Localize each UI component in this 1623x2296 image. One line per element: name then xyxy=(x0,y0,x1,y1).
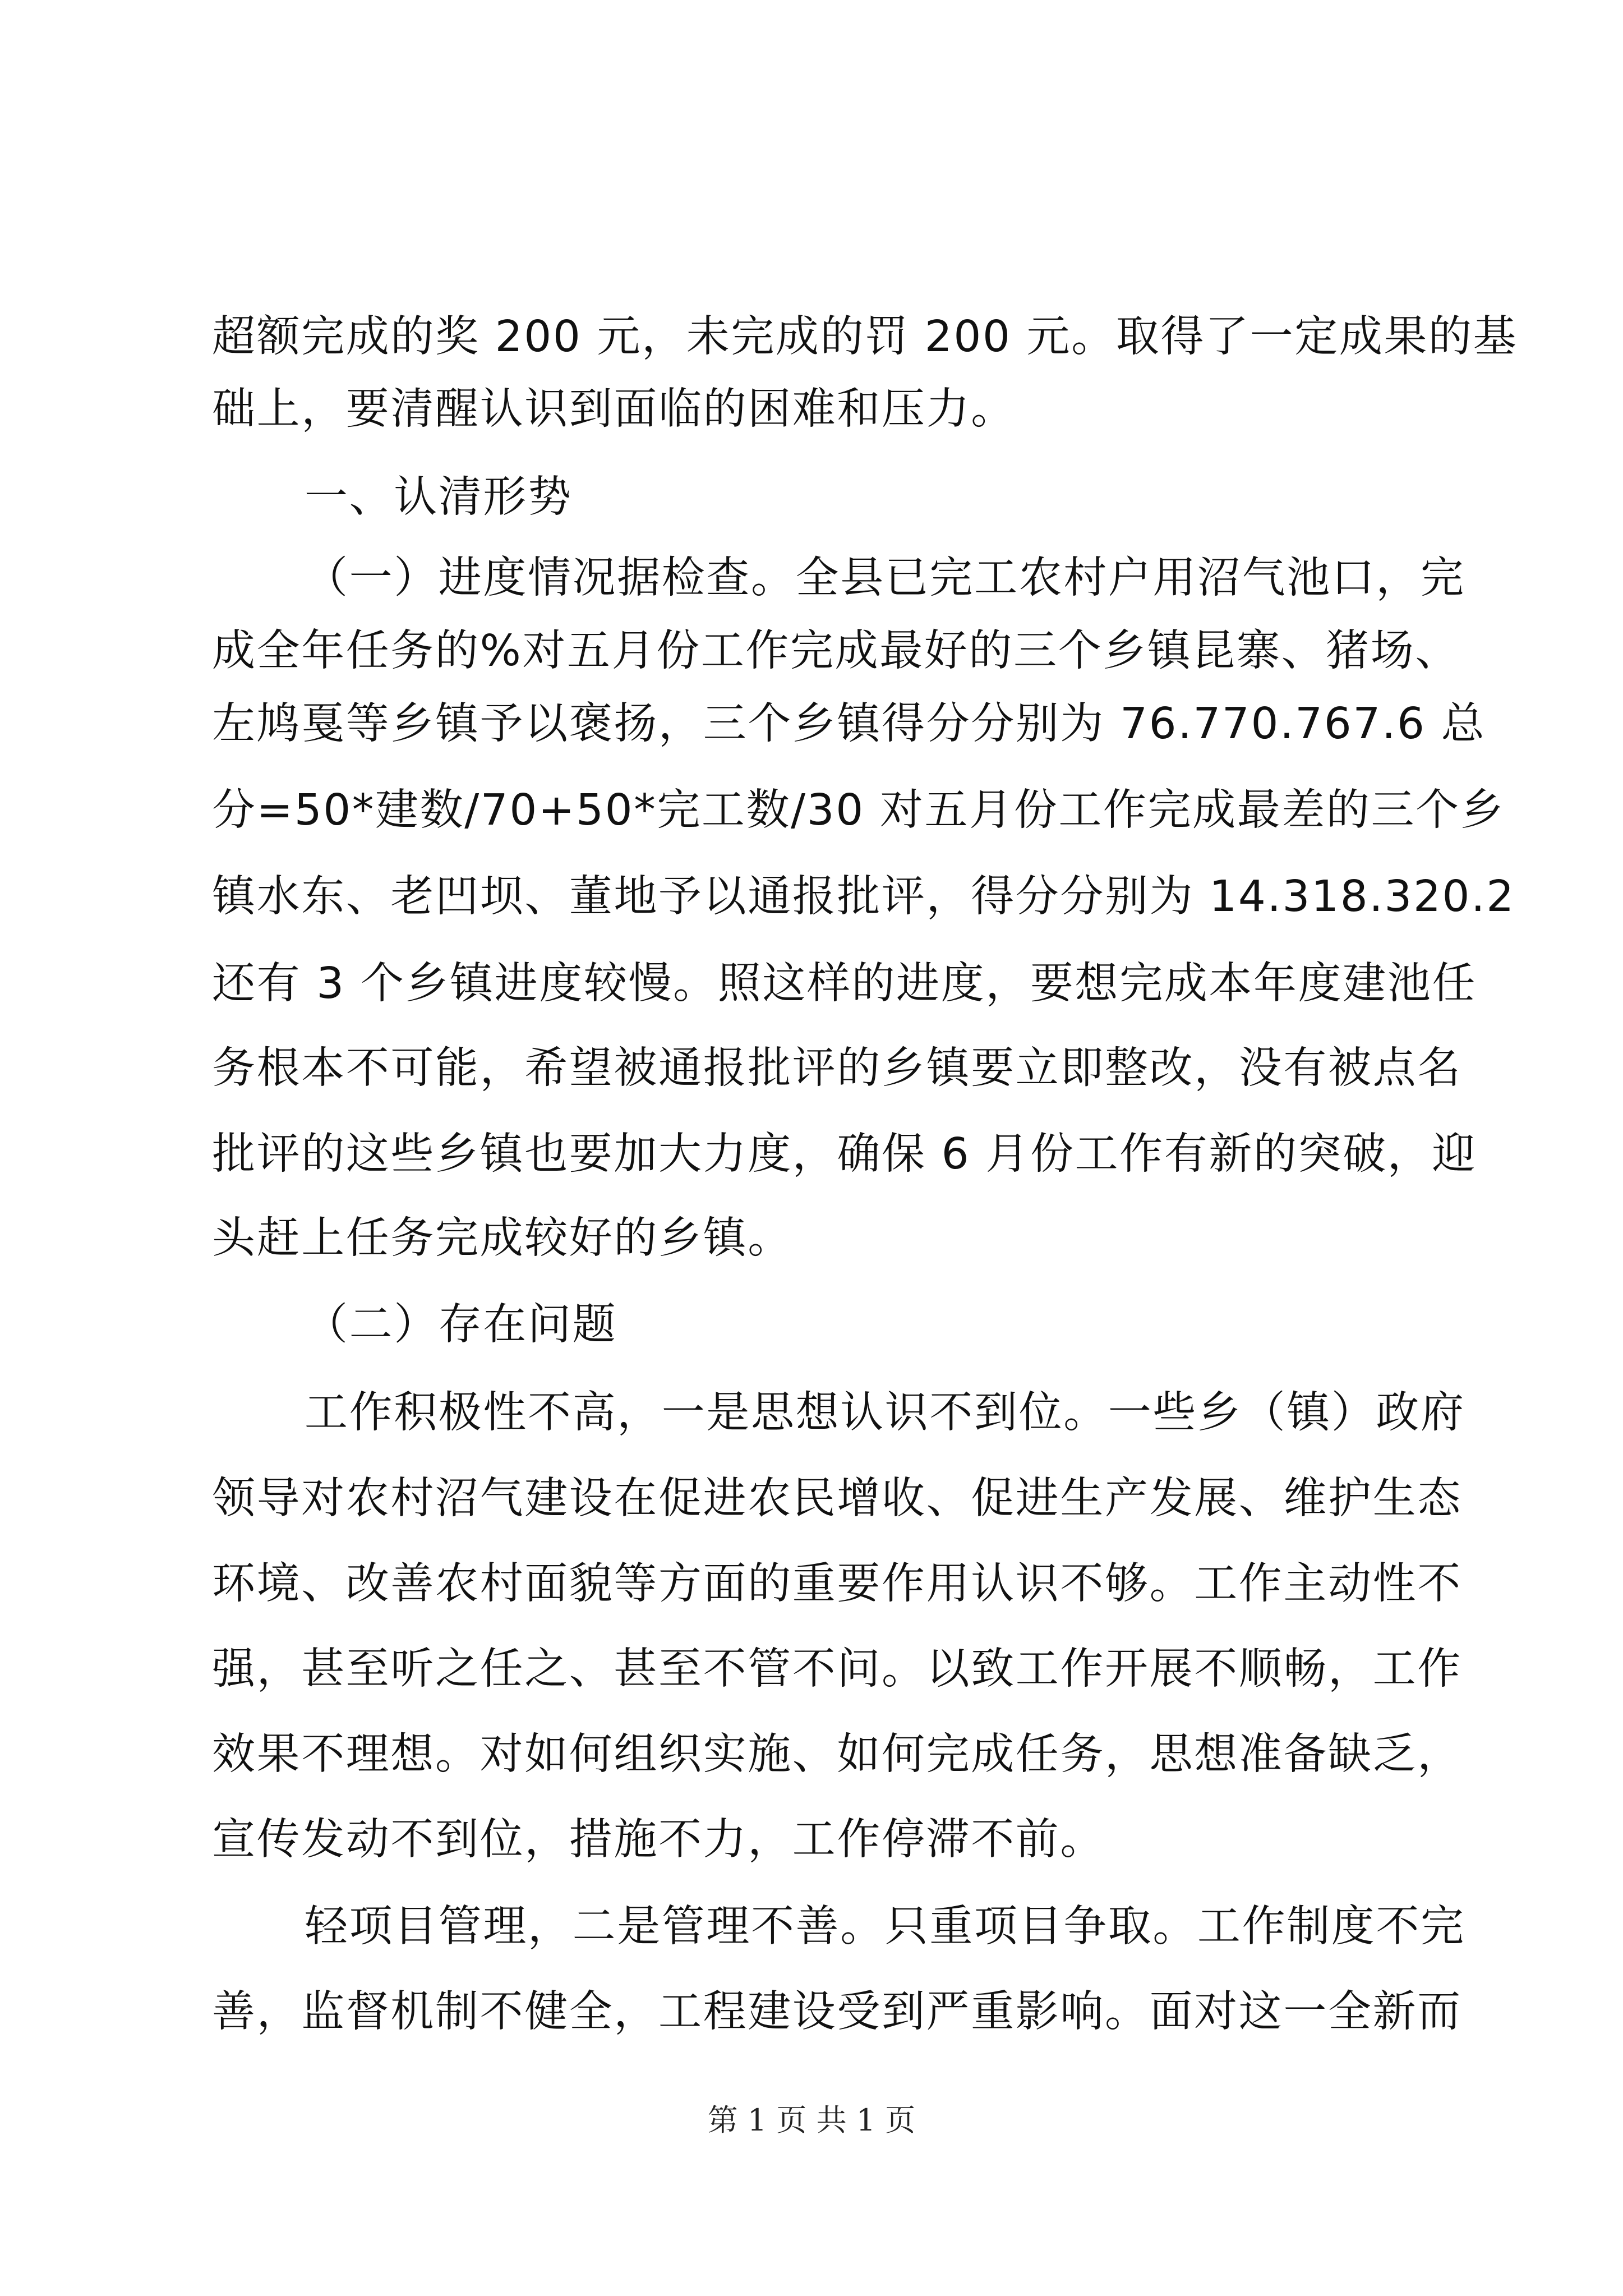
body-line: 超额完成的奖 200 元，未完成的罚 200 元。取得了一定成果的基 xyxy=(212,312,1518,362)
body-line: 环境、改善农村面貌等方面的重要作用认识不够。工作主动性不 xyxy=(212,1559,1462,1609)
body-line: 轻项目管理，二是管理不善。只重项目争取。工作制度不完 xyxy=(305,1902,1465,1952)
body-line: 批评的这些乡镇也要加大力度，确保 6 月份工作有新的突破，迎 xyxy=(212,1129,1477,1179)
body-line: 领导对农村沼气建设在促进农民增收、促进生产发展、维护生态 xyxy=(212,1474,1462,1524)
subsection-heading: （二）存在问题 xyxy=(305,1300,617,1350)
body-line: 务根本不可能，希望被通报批评的乡镇要立即整改，没有被点名 xyxy=(212,1043,1462,1093)
body-line: 成全年任务的%对五月份工作完成最好的三个乡镇昆寨、猪场、 xyxy=(212,626,1460,676)
body-line: 效果不理想。对如何组织实施、如何完成任务，思想准备缺乏， xyxy=(212,1729,1462,1779)
body-line: （一）进度情况据检查。全县已完工农村户用沼气池口，完 xyxy=(305,553,1465,603)
body-line: 础上，要清醒认识到面临的困难和压力。 xyxy=(212,384,1016,434)
body-line: 分=50*建数/70+50*完工数/30 对五月份工作完成最差的三个乡 xyxy=(212,785,1505,835)
body-line: 强，甚至听之任之、甚至不管不问。以致工作开展不顺畅，工作 xyxy=(212,1644,1462,1694)
section-heading: 一、认清形势 xyxy=(305,472,573,522)
body-line: 镇水东、老凹坝、董地予以通报批评，得分分别为 14.318.320.2 xyxy=(212,872,1515,922)
page-footer: 第 1 页 共 1 页 xyxy=(707,2102,916,2138)
body-line: 善，监督机制不健全，工程建设受到严重影响。面对这一全新而 xyxy=(212,1987,1462,2037)
body-line: 头赶上任务完成较好的乡镇。 xyxy=(212,1213,792,1263)
body-line: 宣传发动不到位，措施不力，工作停滞不前。 xyxy=(212,1815,1105,1865)
body-line: 还有 3 个乡镇进度较慢。照这样的进度，要想完成本年度建池任 xyxy=(212,959,1477,1009)
body-line: 工作积极性不高，一是思想认识不到位。一些乡（镇）政府 xyxy=(305,1388,1465,1438)
body-line: 左鸠戛等乡镇予以褒扬，三个乡镇得分分别为 76.770.767.6 总 xyxy=(212,699,1486,749)
